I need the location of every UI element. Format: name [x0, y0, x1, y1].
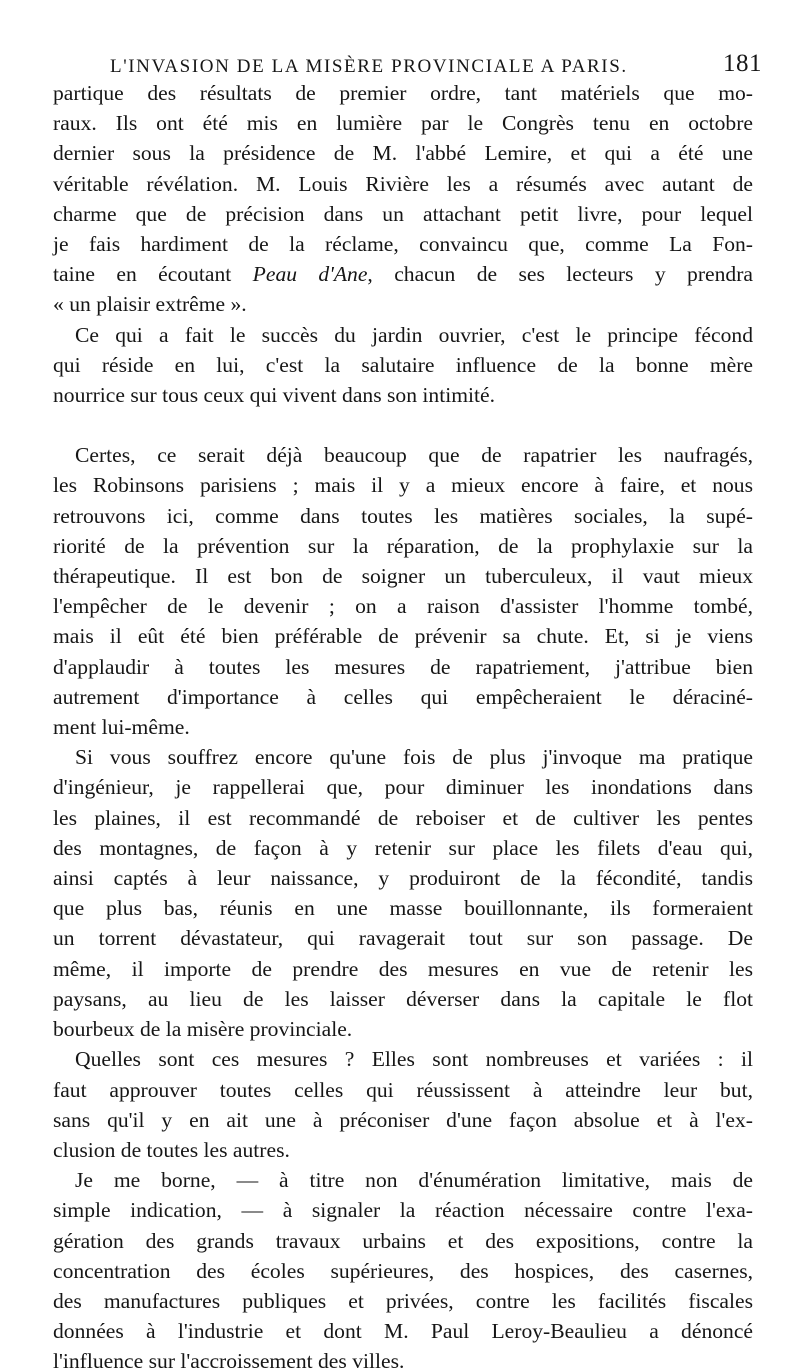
running-title: L'INVASION DE LA MISÈRE PROVINCIALE A PARIS.: [110, 56, 628, 77]
text-line: données à l'industrie et dont M. Paul Leroy-Beaulieu a dénoncé: [53, 1319, 753, 1344]
text-line: Je me borne, — à titre non d'énumération limitative, mais de: [75, 1168, 753, 1193]
text-line: sans qu'il y en ait une à préconiser d'une façon absolue et à l'ex-: [53, 1107, 753, 1132]
text-segment: taine en écoutant: [53, 262, 253, 287]
text-line: l'influence sur l'accroissement des villes.: [53, 1349, 405, 1372]
paragraph-continuation: [53, 78, 753, 320]
text-line: « un plaisir extrême ».: [53, 292, 247, 317]
body-text: [53, 78, 753, 1372]
text-line: des manufactures publiques et privées, contre les facilités fiscales: [53, 1288, 753, 1313]
text-line: [53, 259, 753, 289]
text-line: d'applaudir à toutes les mesures de rapatriement, j'attribue bien: [53, 654, 753, 679]
text-line: mais il eût été bien préférable de prévenir sa chute. Et, si je viens: [53, 624, 753, 649]
text-line: thérapeutique. Il est bon de soigner un tuberculeux, il vaut mieux: [53, 564, 753, 589]
text-line: même, il importe de prendre des mesures en vue de retenir les: [53, 956, 753, 981]
text-line: gération des grands travaux urbains et des expositions, contre la: [53, 1228, 753, 1253]
text-line: je fais hardiment de la réclame, convaincu que, comme La Fon-: [53, 232, 753, 257]
text-line: raux. Ils ont été mis en lumière par le Congrès tenu en octobre: [53, 111, 753, 136]
text-line: Ce qui a fait le succès du jardin ouvrier, c'est le principe fécond: [75, 322, 753, 347]
paragraph: [53, 320, 753, 411]
paragraph: [53, 1165, 753, 1372]
text-line: simple indication, — à signaler la réaction nécessaire contre l'exa-: [53, 1198, 753, 1223]
text-line: Quelles sont ces mesures ? Elles sont nombreuses et variées : il: [75, 1047, 753, 1072]
page-header: [110, 38, 762, 78]
text-line: les plaines, il est recommandé de reboiser et de cultiver les pentes: [53, 805, 753, 830]
book-title-italic: Peau d'Ane: [252, 262, 368, 287]
text-line: l'empêcher de le devenir ; on a raison d'assister l'homme tombé,: [53, 594, 753, 619]
text-line: autrement d'importance à celles qui empêcheraient le déraciné-: [53, 684, 753, 709]
page-number: 181: [723, 50, 762, 77]
text-line: qui réside en lui, c'est la salutaire influence de la bonne mère: [53, 352, 753, 377]
paragraph: [53, 742, 753, 1044]
text-line: Certes, ce serait déjà beaucoup que de rapatrier les naufragés,: [75, 443, 753, 468]
text-line: clusion de toutes les autres.: [53, 1137, 290, 1162]
text-line: des montagnes, de façon à y retenir sur place les filets d'eau qui,: [53, 835, 753, 860]
text-line: que plus bas, réunis en une masse bouillonnante, ils formeraient: [53, 896, 753, 921]
text-line: charme que de précision dans un attachant petit livre, pour lequel: [53, 201, 753, 226]
text-line: faut approuver toutes celles qui réussissent à atteindre leur but,: [53, 1077, 753, 1102]
text-line: dernier sous la présidence de M. l'abbé Lemire, et qui a été une: [53, 141, 753, 166]
text-line: d'ingénieur, je rappellerai que, pour diminuer les inondations dans: [53, 775, 753, 800]
text-line: les Robinsons parisiens ; mais il y a mieux encore à faire, et nous: [53, 473, 753, 498]
text-line: riorité de la prévention sur la réparation, de la prophylaxie sur la: [53, 533, 753, 558]
text-line: paysans, au lieu de les laisser déverser dans la capitale le flot: [53, 986, 753, 1011]
text-line: un torrent dévastateur, qui ravagerait tout sur son passage. De: [53, 926, 753, 951]
text-line: bourbeux de la misère provinciale.: [53, 1017, 353, 1042]
text-line: ment lui-même.: [53, 715, 190, 740]
text-line: retrouvons ici, comme dans toutes les matières sociales, la supé-: [53, 503, 753, 528]
text-line: Si vous souffrez encore qu'une fois de plus j'invoque ma pratique: [75, 745, 753, 770]
text-line: véritable révélation. M. Louis Rivière les a résumés avec autant de: [53, 171, 753, 196]
text-line: concentration des écoles supérieures, des hospices, des casernes,: [53, 1258, 753, 1283]
text-line: ainsi captés à leur naissance, y produiront de la fécondité, tandis: [53, 866, 753, 891]
paragraph: [53, 440, 753, 742]
paragraph: [53, 1044, 753, 1165]
text-segment: , chacun de ses lecteurs y prendra: [367, 262, 753, 287]
text-line: nourrice sur tous ceux qui vivent dans son intimité.: [53, 383, 495, 408]
text-line: partique des résultats de premier ordre, tant matériels que mo-: [53, 81, 753, 105]
